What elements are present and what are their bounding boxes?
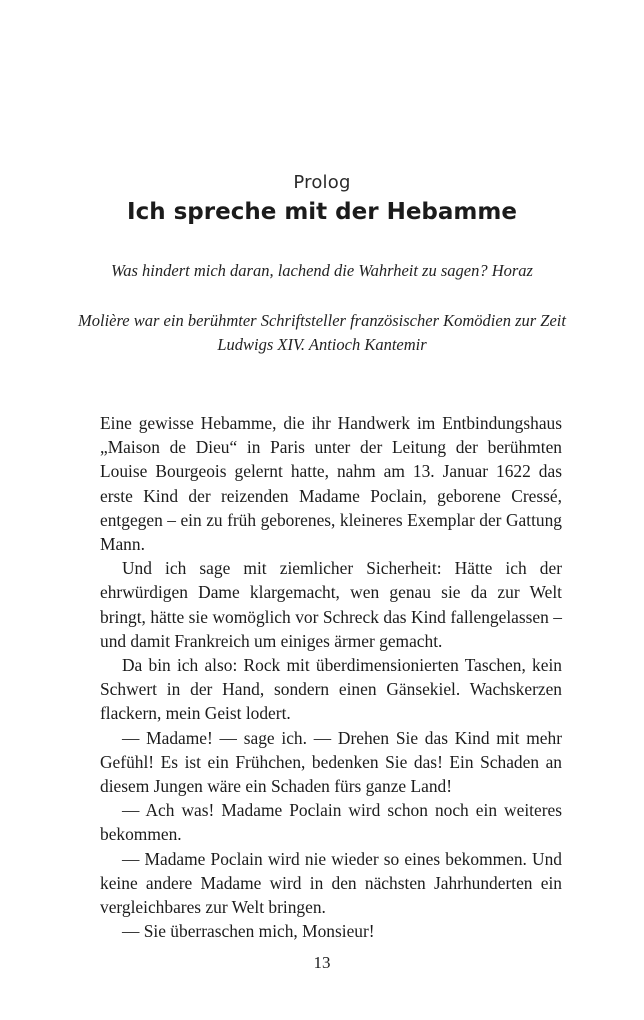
chapter-kicker: Prolog: [293, 172, 351, 193]
dialogue-paragraph: — Ach was! Madame Poclain wird schon noch ein weiteres bekommen.: [100, 800, 562, 845]
epigraph-kantemir: Molière war ein berühmter Schriftsteller französischer Komödien zur Zeit Ludwigs XIV. Antioch Kantemir: [78, 311, 566, 354]
paragraph: Da bin ich also: Rock mit überdimensionierten Taschen, kein Schwert in der Hand, sondern einen Gänsekiel. Wachskerzen flackern, mein Geist lodert.: [100, 655, 562, 724]
page-number: 13: [313, 953, 331, 972]
chapter-title: Ich spreche mit der Hebamme: [127, 199, 517, 225]
paragraph: Eine gewisse Hebamme, die ihr Handwerk im Entbindungshaus „Maison de Dieu“ in Paris unter der Leitung der berühmten Louise Bourgeois gelernt hatte, nahm am 13. Januar 1622 das erste Kind der reizenden Madame Poclain, geborene Cressé, entgegen – ein zu früh geborenes, kleineres Exemplar der Gattung Mann.: [100, 413, 562, 555]
paragraph: Und ich sage mit ziemlicher Sicherheit: Hätte ich der ehrwürdigen Dame klargemacht, wen genau sie da zur Welt bringt, hätte sie womöglich vor Schreck das Kind fallengelassen – und damit Frankreich um einiges ärmer gemacht.: [100, 558, 562, 651]
dialogue-paragraph: — Sie überraschen mich, Monsieur!: [122, 921, 375, 942]
dialogue-paragraph: — Madame! — sage ich. — Drehen Sie das Kind mit mehr Gefühl! Es ist ein Frühchen, bedenken Sie das! Ein Schaden an diesem Jungen wäre ein Schaden fürs ganze Land!: [100, 727, 562, 797]
epigraph-horace: Was hindert mich daran, lachend die Wahrheit zu sagen? Horaz: [111, 261, 533, 280]
body-text: [100, 411, 562, 943]
dialogue-paragraph: — Madame Poclain wird nie wieder so eines bekommen. Und keine andere Madame wird in den nächsten Jahrhunderten ein vergleichbares zur Welt bringen.: [100, 848, 562, 918]
